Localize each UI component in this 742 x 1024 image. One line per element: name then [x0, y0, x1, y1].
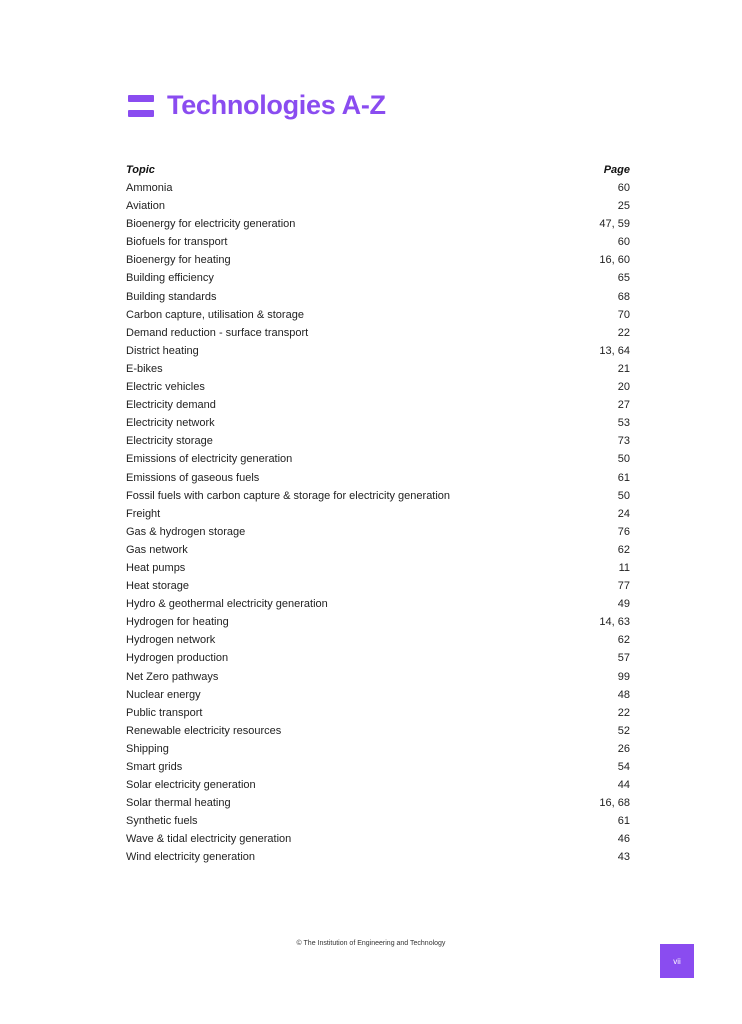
page-cell: 50 [617, 489, 630, 502]
topic-cell: Demand reduction - surface transport [126, 326, 309, 339]
table-row [126, 649, 630, 667]
topic-cell: Freight [126, 507, 161, 520]
table-row [126, 722, 630, 740]
page-cell: 54 [617, 761, 630, 773]
page-cell: 99 [617, 670, 630, 683]
topic-cell: Hydrogen production [126, 652, 229, 665]
table-row [126, 523, 630, 541]
page-cell: 47, 59 [599, 218, 630, 231]
topic-cell: Renewable electricity resources [126, 724, 282, 737]
page-cell: 16, 60 [599, 254, 630, 267]
table-row [126, 559, 630, 577]
topic-cell: Building efficiency [126, 272, 214, 285]
table-row [126, 324, 630, 342]
page-cell: 65 [617, 272, 630, 285]
topic-cell: Wind electricity generation [126, 851, 256, 864]
topic-cell: Heat storage [126, 580, 189, 593]
page-cell: 70 [617, 308, 630, 321]
table-row [126, 758, 630, 776]
topic-cell: Synthetic fuels [126, 815, 198, 828]
topic-cell: Hydro & geothermal electricity generation [126, 598, 328, 611]
page-cell: 20 [617, 381, 630, 394]
page-cell: 61 [617, 815, 630, 828]
table-body [126, 179, 630, 867]
table-row [126, 432, 630, 450]
page-cell: 60 [617, 182, 630, 194]
table-row [126, 686, 630, 704]
topic-cell: Emissions of electricity generation [126, 453, 293, 466]
topic-cell: Solar electricity generation [126, 779, 256, 792]
topic-cell: Aviation [126, 200, 165, 213]
topic-cell: Smart grids [126, 761, 183, 773]
page-cell: 24 [617, 507, 630, 520]
table-row [126, 505, 630, 523]
table-row [126, 577, 630, 595]
table-row [126, 668, 630, 686]
table-row [126, 631, 630, 649]
topic-table [126, 161, 630, 867]
topic-cell: Public transport [126, 706, 203, 719]
topic-cell: Ammonia [126, 182, 173, 194]
page-cell: 22 [617, 706, 630, 719]
page-cell: 57 [617, 652, 630, 665]
page-cell: 61 [617, 471, 630, 484]
table-row [126, 541, 630, 559]
page-title: Technologies A-Z [167, 90, 386, 120]
page-number-badge: vii [660, 944, 694, 978]
page-cell: 14, 63 [599, 616, 630, 629]
topic-cell: Hydrogen for heating [126, 616, 229, 629]
page-cell: 13, 64 [599, 344, 630, 357]
table-row [126, 306, 630, 324]
table-row [126, 233, 630, 251]
page-cell: 16, 68 [599, 797, 630, 810]
topic-cell: Bioenergy for heating [126, 254, 231, 267]
table-row [126, 830, 630, 848]
page-cell: 62 [617, 543, 630, 556]
page-cell: 43 [617, 851, 630, 864]
topic-cell: Emissions of gaseous fuels [126, 471, 260, 484]
equals-bars-icon [128, 95, 154, 117]
topic-cell: Fossil fuels with carbon capture & storage for electricity generation [126, 489, 451, 502]
footer-copyright: © The Institution of Engineering and Technology [296, 940, 446, 947]
page-cell: 49 [617, 598, 630, 611]
page-cell: 50 [617, 453, 630, 466]
table-row [126, 704, 630, 722]
table-row [126, 215, 630, 233]
page-cell: 46 [617, 833, 630, 846]
page-cell: 48 [617, 688, 630, 701]
table-row [126, 360, 630, 378]
table-row [126, 179, 630, 197]
topic-cell: Electric vehicles [126, 381, 205, 394]
page-cell: 73 [617, 435, 630, 448]
topic-cell: Electricity demand [126, 399, 216, 412]
page-cell: 76 [617, 525, 630, 538]
page-cell: 77 [617, 580, 630, 593]
topic-cell: District heating [126, 344, 199, 357]
page-cell: 26 [617, 742, 630, 755]
topic-cell: Gas & hydrogen storage [126, 525, 246, 538]
page-cell: 60 [617, 236, 630, 249]
table-row [126, 450, 630, 468]
title-block [128, 90, 386, 121]
topic-column-header: Topic [126, 164, 155, 176]
table-row [126, 342, 630, 360]
table-row [126, 613, 630, 631]
page-cell: 52 [617, 724, 630, 737]
topic-cell: Bioenergy for electricity generation [126, 218, 296, 231]
topic-cell: Gas network [126, 543, 188, 556]
topic-cell: Heat pumps [126, 561, 186, 574]
topic-cell: Solar thermal heating [126, 797, 231, 810]
table-row [126, 197, 630, 215]
topic-cell: Electricity network [126, 417, 215, 430]
topic-cell: Electricity storage [126, 435, 213, 448]
topic-cell: Hydrogen network [126, 634, 216, 647]
table-row [126, 269, 630, 287]
table-row [126, 848, 630, 866]
table-row [126, 396, 630, 414]
table-row [126, 414, 630, 432]
table-row [126, 288, 630, 306]
page-cell: 62 [617, 634, 630, 647]
topic-cell: Carbon capture, utilisation & storage [126, 308, 304, 321]
topic-cell: Building standards [126, 290, 217, 303]
table-row [126, 740, 630, 758]
page-cell: 11 [618, 561, 630, 574]
page-cell: 68 [617, 290, 630, 303]
topic-cell: Net Zero pathways [126, 670, 219, 683]
topic-cell: Biofuels for transport [126, 236, 228, 249]
table-row [126, 776, 630, 794]
page-cell: 44 [617, 779, 630, 792]
table-row [126, 595, 630, 613]
page-column-header: Page [603, 164, 630, 176]
page-cell: 22 [617, 326, 630, 339]
table-row [126, 469, 630, 487]
topic-cell: E-bikes [126, 362, 163, 375]
page-cell: 53 [617, 417, 630, 430]
page-cell: 25 [617, 200, 630, 213]
topic-cell: Wave & tidal electricity generation [126, 833, 292, 846]
table-row [126, 794, 630, 812]
table-row [126, 812, 630, 830]
table-header [126, 161, 630, 179]
table-row [126, 378, 630, 396]
topic-cell: Shipping [126, 742, 169, 755]
page-cell: 21 [617, 362, 630, 375]
page-cell: 27 [617, 399, 630, 412]
table-row [126, 487, 630, 505]
table-row [126, 251, 630, 269]
topic-cell: Nuclear energy [126, 688, 201, 701]
